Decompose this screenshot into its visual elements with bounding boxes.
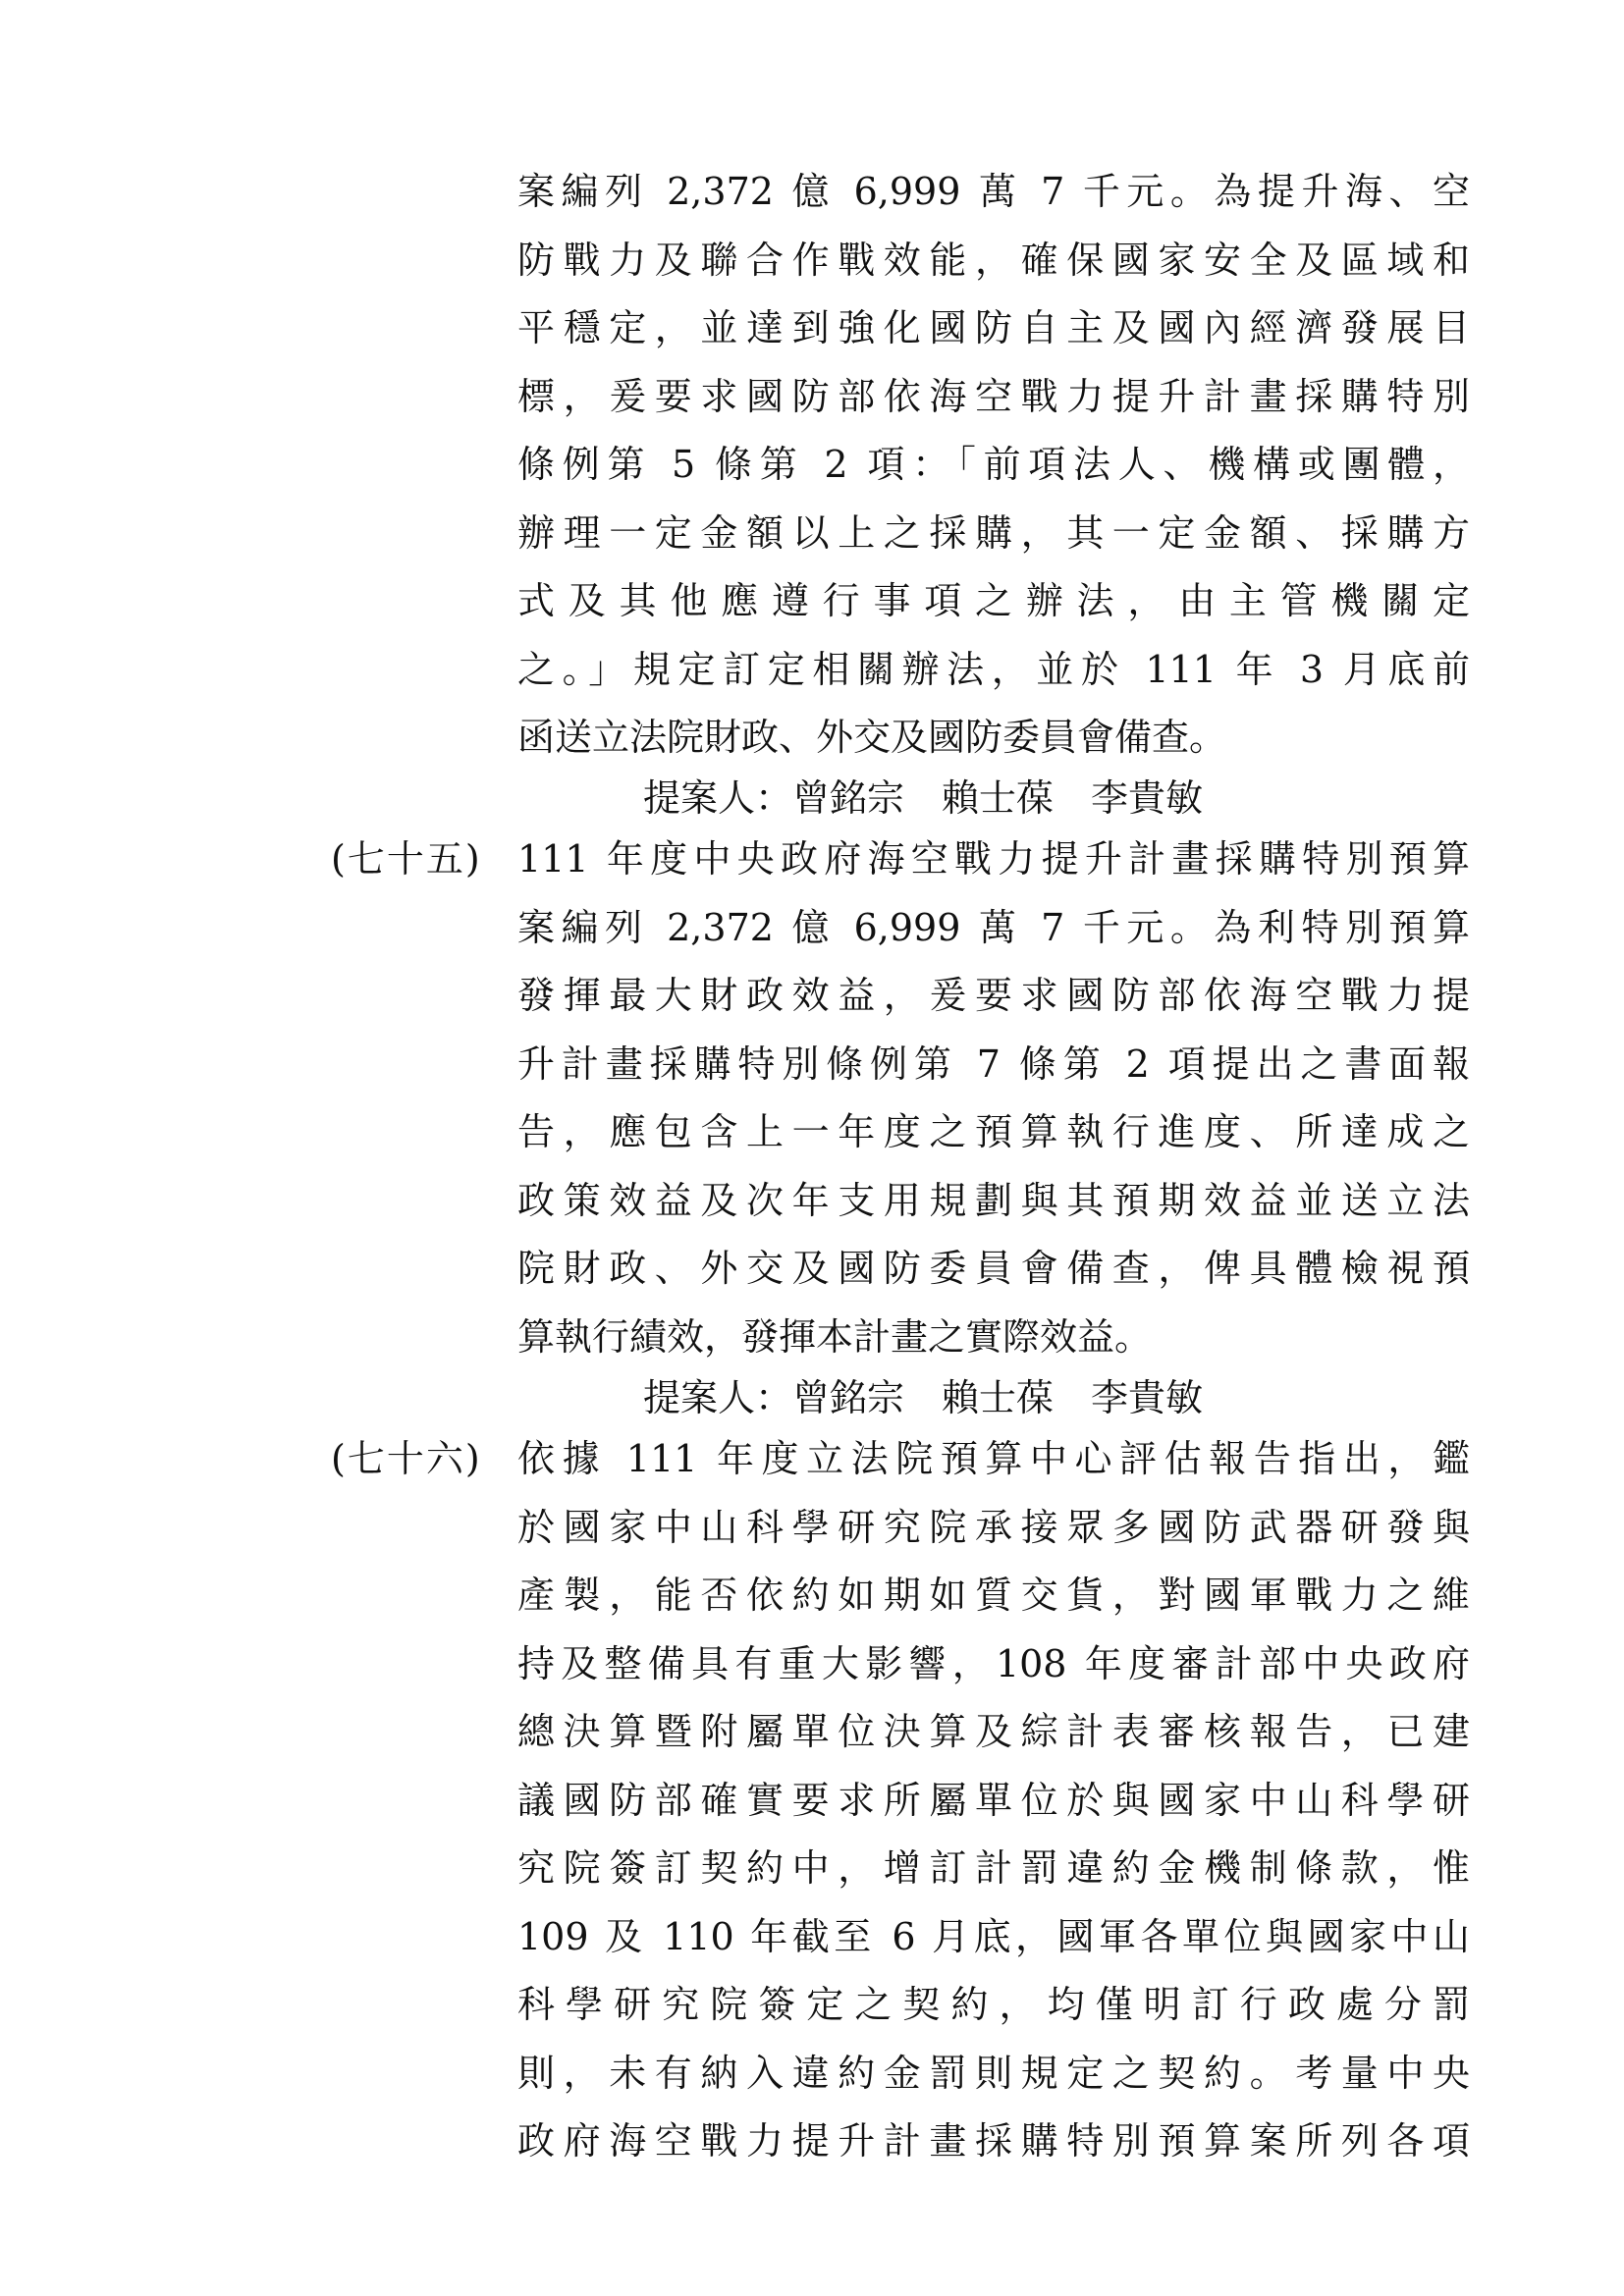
item-76-line-1: 依據 111 年度立法院預算中心評估報告指出，鑑 <box>517 1437 1470 1480</box>
item-75-line-4: 升計畫採購特別條例第 7 條第 2 項提出之書面報 <box>517 1042 1470 1086</box>
intro-line-5: 條例第 5 條第 2 項：「前項法人、機構或團體， <box>517 443 1470 486</box>
item-76-line-5: 總決算暨附屬單位決算及綜計表審核報告，已建 <box>517 1710 1470 1753</box>
intro-line-9: 函送立法院財政、外交及國防委員會備查。 <box>517 716 1227 759</box>
intro-proposer: 提案人：曾銘宗 賴士葆 李貴敏 <box>643 776 1204 820</box>
item-76-line-11: 政府海空戰力提升計畫採購特別預算案所列各項 <box>517 2119 1470 2163</box>
item-76-line-9: 科學研究院簽定之契約，均僅明訂行政處分罰 <box>517 1983 1470 2026</box>
intro-line-3: 平穩定，並達到強化國防自主及國內經濟發展目 <box>517 306 1470 349</box>
item-76-line-6: 議國防部確實要求所屬單位於與國家中山科學研 <box>517 1779 1470 1822</box>
item-75-number: (七十五) <box>331 837 482 881</box>
intro-line-2: 防戰力及聯合作戰效能，確保國家安全及區域和 <box>517 239 1470 282</box>
item-76-line-4: 持及整備具有重大影響，108 年度審計部中央政府 <box>517 1642 1470 1685</box>
intro-line-7: 式及其他應遵行事項之辦法，由主管機關定 <box>517 579 1470 622</box>
item-75-line-8: 算執行績效，發揮本計畫之實際效益。 <box>517 1315 1153 1359</box>
intro-line-6: 辦理一定金額以上之採購，其一定金額、採購方 <box>517 511 1470 555</box>
item-76-line-2: 於國家中山科學研究院承接眾多國防武器研發與 <box>517 1506 1470 1549</box>
intro-line-4: 標，爰要求國防部依海空戰力提升計畫採購特別 <box>517 375 1470 418</box>
item-76-line-7: 究院簽訂契約中，增訂計罰違約金機制條款，惟 <box>517 1846 1470 1890</box>
item-75-line-1: 111 年度中央政府海空戰力提升計畫採購特別預算 <box>517 837 1470 881</box>
item-75-line-7: 院財政、外交及國防委員會備查，俾具體檢視預 <box>517 1247 1470 1290</box>
item-75-line-5: 告，應包含上一年度之預算執行進度、所達成之 <box>517 1110 1470 1153</box>
item-75-line-6: 政策效益及次年支用規劃與其預期效益並送立法 <box>517 1179 1470 1222</box>
item-75-line-2: 案編列 2,372 億 6,999 萬 7 千元。為利特別預算 <box>517 906 1470 949</box>
item-75-proposer: 提案人：曾銘宗 賴士葆 李貴敏 <box>643 1376 1204 1419</box>
item-76-line-8: 109 及 110 年截至 6 月底，國軍各單位與國家中山 <box>517 1915 1470 1958</box>
item-75-line-3: 發揮最大財政效益，爰要求國防部依海空戰力提 <box>517 974 1470 1017</box>
intro-line-1: 案編列 2,372 億 6,999 萬 7 千元。為提升海、空 <box>517 170 1470 213</box>
item-76-line-10: 則，未有納入違約金罰則規定之契約。考量中央 <box>517 2052 1470 2095</box>
item-76-number: (七十六) <box>331 1437 482 1480</box>
intro-line-8: 之。」規定訂定相關辦法，並於 111 年 3 月底前 <box>517 648 1470 691</box>
item-76-line-3: 產製，能否依約如期如質交貨，對國軍戰力之維 <box>517 1574 1470 1617</box>
